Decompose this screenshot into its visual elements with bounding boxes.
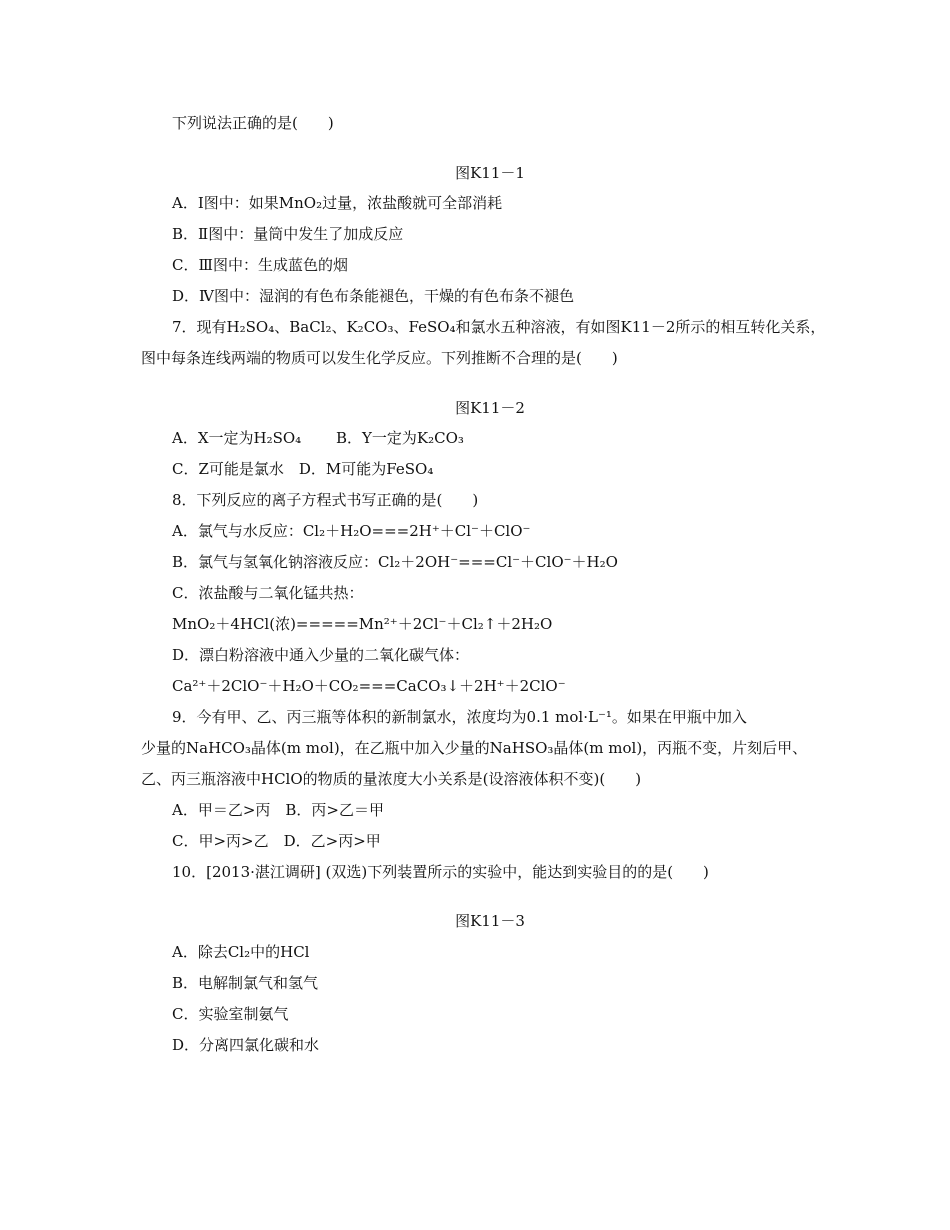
q8-option-c-equation: MnO₂＋4HCl(浓)=====Mn²⁺＋2Cl⁻＋Cl₂↑＋2H₂O: [172, 615, 553, 633]
q10-option-b: B．电解制氯气和氢气: [172, 974, 319, 992]
q6-option-a: A．Ⅰ图中：如果MnO₂过量，浓盐酸就可全部消耗: [172, 194, 503, 212]
q9-stem-line1: 9．今有甲、乙、丙三瓶等体积的新制氯水，浓度均为0.1 mol·L⁻¹。如果在甲瓶中加入: [172, 708, 747, 726]
q9-options-ab: A．甲＝乙>丙 B．丙>乙＝甲: [172, 801, 384, 819]
q7-stem-line2: 图中每条连线两端的物质可以发生化学反应。下列推断不合理的是( ): [141, 349, 618, 367]
q7-figure-caption: 图K11－2: [455, 399, 525, 417]
q10-option-a: A．除去Cl₂中的HCl: [172, 943, 310, 961]
q7-stem-line1: 7．现有H₂SO₄、BaCl₂、K₂CO₃、FeSO₄和氯水五种溶液，有如图K11－2所示的相互转化关系，: [172, 318, 826, 336]
q6-figure-caption: 图K11－1: [455, 164, 525, 182]
q8-option-a: A．氯气与水反应：Cl₂＋H₂O===2H⁺＋Cl⁻＋ClO⁻: [172, 522, 531, 540]
q6-option-c: C．Ⅲ图中：生成蓝色的烟: [172, 256, 348, 274]
q10-figure-caption: 图K11－3: [455, 912, 525, 930]
q10-option-d: D．分离四氯化碳和水: [172, 1036, 320, 1054]
q10-stem: 10．[2013·湛江调研] (双选)下列装置所示的实验中，能达到实验目的的是( ): [172, 863, 709, 881]
q8-option-d: D．漂白粉溶液中通入少量的二氧化碳气体：: [172, 646, 470, 664]
q6-stem: 下列说法正确的是( ): [172, 114, 334, 132]
q10-option-c: C．实验室制氨气: [172, 1005, 289, 1023]
q9-options-cd: C．甲>丙>乙 D．乙>丙>甲: [172, 832, 381, 850]
q7-options-cd: C．Z可能是氯水 D．M可能为FeSO₄: [172, 460, 434, 478]
q7-options-ab: A．X一定为H₂SO₄ B．Y一定为K₂CO₃: [172, 429, 464, 447]
q8-option-b: B．氯气与氢氧化钠溶液反应：Cl₂＋2OH⁻===Cl⁻＋ClO⁻＋H₂O: [172, 553, 618, 571]
q9-stem-line2: 少量的NaHCO₃晶体(m mol)，在乙瓶中加入少量的NaHSO₃晶体(m mol)，丙瓶不变，片刻后甲、: [141, 739, 808, 757]
q9-stem-line3: 乙、丙三瓶溶液中HClO的物质的量浓度大小关系是(设溶液体积不变)( ): [141, 770, 642, 788]
q6-option-b: B．Ⅱ图中：量筒中发生了加成反应: [172, 225, 404, 243]
q8-stem: 8．下列反应的离子方程式书写正确的是( ): [172, 491, 479, 509]
q6-option-d: D．Ⅳ图中：湿润的有色布条能褪色，干燥的有色布条不褪色: [172, 287, 575, 305]
q8-option-d-equation: Ca²⁺＋2ClO⁻＋H₂O＋CO₂===CaCO₃↓＋2H⁺＋2ClO⁻: [172, 677, 566, 695]
q8-option-c: C．浓盐酸与二氧化锰共热：: [172, 584, 364, 602]
